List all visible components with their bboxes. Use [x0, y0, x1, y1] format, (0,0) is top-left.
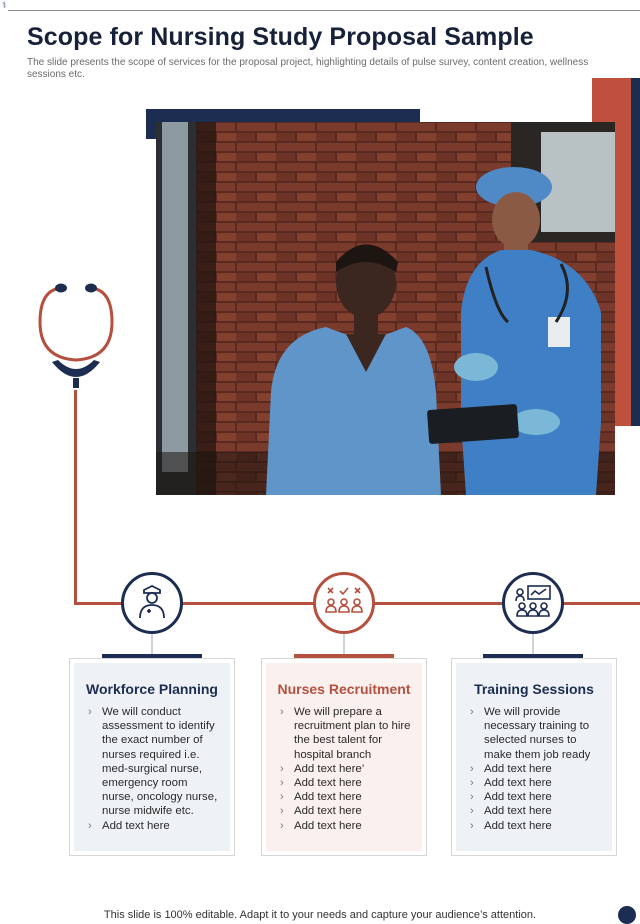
card-title: Nurses Recruitment [277, 681, 411, 697]
list-item: › Add text here [86, 819, 222, 833]
card-list [278, 705, 414, 833]
list-item: › Add text here [468, 776, 604, 790]
list-item: › Add text here [468, 790, 604, 804]
node-recruitment [313, 572, 375, 634]
list-item: › Add text here [278, 819, 414, 833]
list-item: › Add text here [278, 776, 414, 790]
card-workforce-planning [69, 658, 235, 856]
footer-note: This slide is 100% editable. Adapt it to your needs and capture your audience’s attention. [103, 909, 537, 921]
list-item: › Add text here [468, 804, 604, 818]
list-item: › Add text here [468, 819, 604, 833]
accent-navy-strip [631, 78, 640, 426]
list-item: › We will provide necessary training to selected nurses to make them job ready [468, 705, 604, 762]
page-subtitle: The slide presents the scope of services for the proposal project, highlighting details of pulse survey, content creation, wellness sessions etc. [27, 57, 589, 80]
stethoscope-icon: ⚕ [2, 0, 7, 10]
node-workforce [121, 572, 183, 634]
node-training [502, 572, 564, 634]
card-nurses-recruitment [261, 658, 427, 856]
nurse-icon [135, 583, 169, 624]
recruitment-icon [324, 585, 364, 622]
card-list [86, 705, 222, 833]
card-training-sessions [451, 658, 617, 856]
stethoscope-icon [36, 280, 116, 395]
list-item: › We will conduct assessment to identify the exact number of nurses required i.e. med-surgical nurse, emergency room nurse, oncology nurse, nurse midwife etc. [86, 705, 222, 819]
connector [343, 634, 345, 656]
card-title: Training Sessions [474, 681, 594, 697]
page-title: Scope for Nursing Study Proposal Sample [27, 23, 534, 51]
list-item: › We will prepare a recruitment plan to hire the best talent for hospital branch [278, 705, 414, 762]
list-item: › Add text here [278, 790, 414, 804]
card-title: Workforce Planning [86, 681, 218, 697]
training-session-icon [513, 584, 553, 623]
top-rule [8, 10, 640, 11]
connector [151, 634, 153, 656]
timeline-vertical-line [74, 390, 77, 605]
nurse-patient-photo [156, 122, 615, 495]
list-item: › Add text here [468, 762, 604, 776]
list-item: › Add text here [278, 804, 414, 818]
connector [532, 634, 534, 656]
card-list [468, 705, 604, 833]
list-item: › Add text here’ [278, 762, 414, 776]
page-dot [618, 906, 636, 924]
